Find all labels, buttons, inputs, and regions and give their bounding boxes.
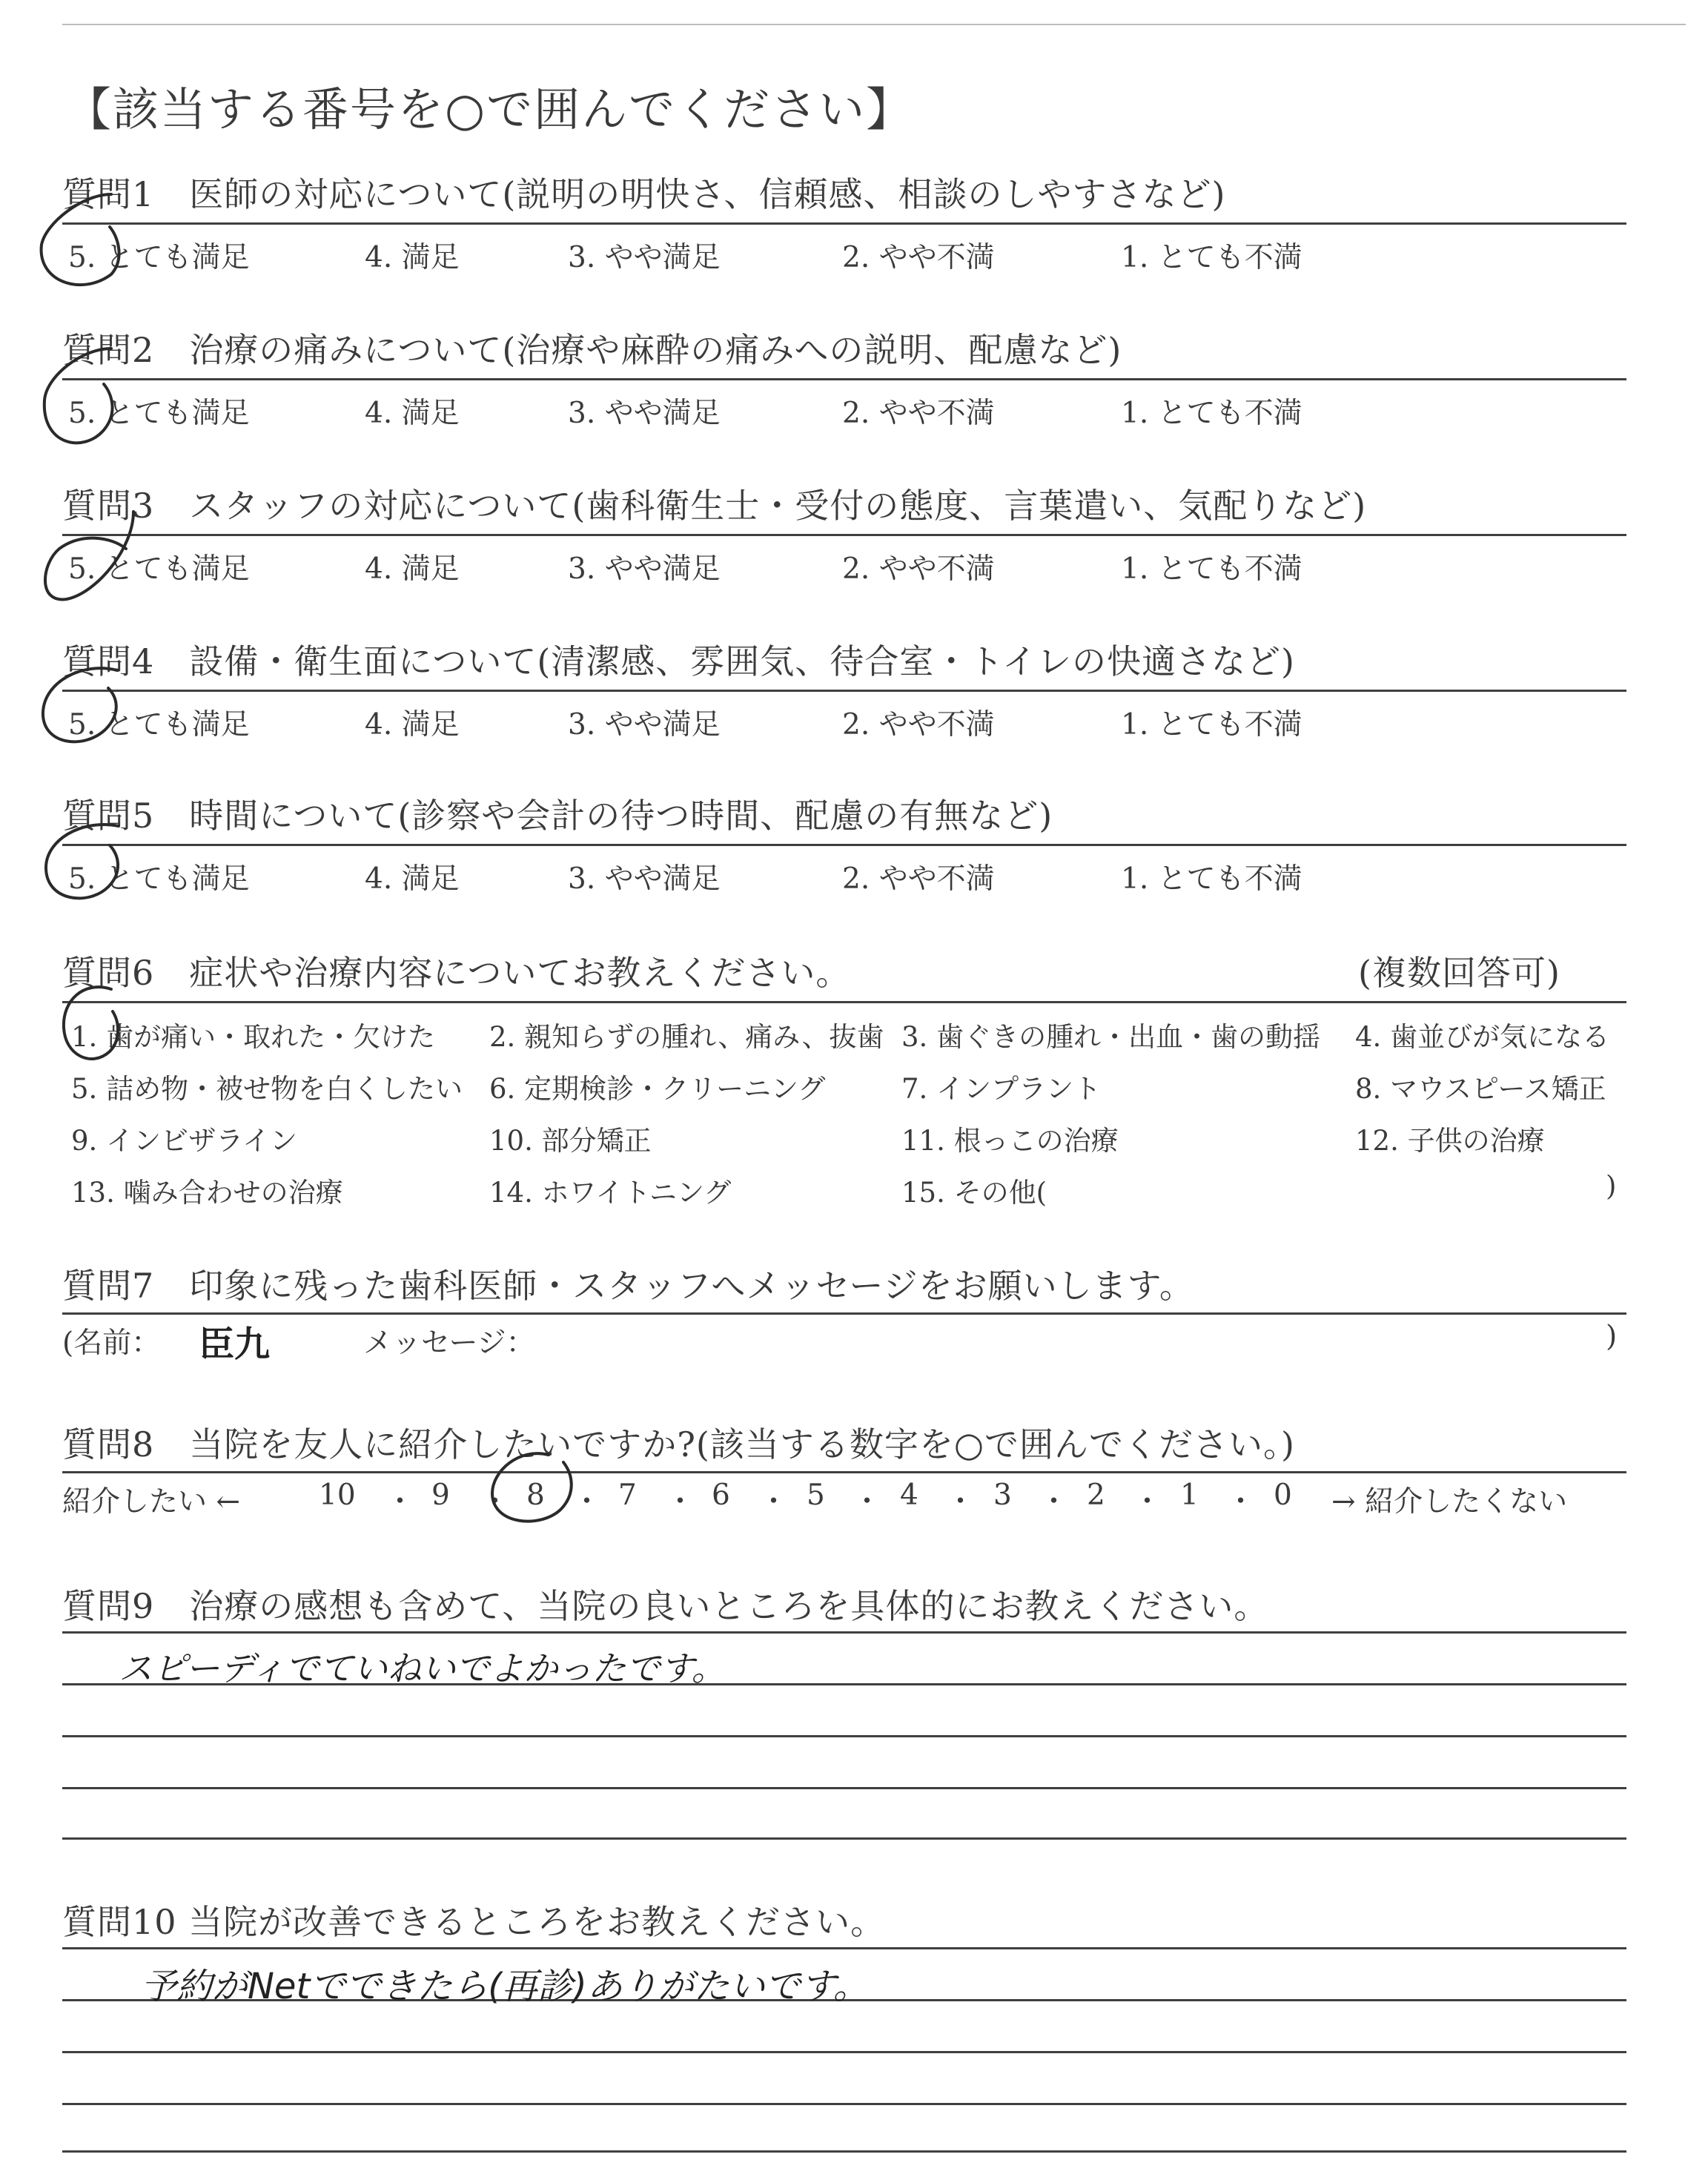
q6-option-15[interactable]: 15. その他( — [901, 1177, 1047, 1209]
q6-option-14[interactable]: 14. ホワイトニング — [489, 1177, 732, 1209]
q4-title: 質問4 設備・衛生面について(清潔感、雰囲気、待合室・トイレの快適さなど) — [62, 641, 1295, 681]
q3-option-5[interactable]: 5. とても満足 — [68, 552, 250, 586]
q4-circle-mark — [43, 668, 117, 742]
q6-option-7[interactable]: 7. インプラント — [901, 1073, 1102, 1105]
q9-title: 質問9 治療の感想も含めて、当院の良いところを具体的にお教えください。 — [62, 1586, 1269, 1626]
scale-dot: ・ — [946, 1485, 976, 1519]
q6-option-2[interactable]: 2. 親知らずの腫れ、痛み、抜歯 — [489, 1021, 884, 1053]
q6-other-close: ) — [1606, 1170, 1617, 1202]
q7-message-label: メッセージ： — [363, 1327, 535, 1360]
scale-dot: ・ — [759, 1485, 789, 1519]
q6-option-11[interactable]: 11. 根っこの治療 — [901, 1125, 1119, 1157]
q7-name-value[interactable]: 臣九 — [199, 1324, 271, 1365]
q4-option-1[interactable]: 1. とても不満 — [1121, 708, 1302, 742]
q6-option-3[interactable]: 3. 歯ぐきの腫れ・出血・歯の動揺 — [901, 1021, 1321, 1053]
q6-option-13[interactable]: 13. 噛み合わせの治療 — [71, 1177, 343, 1209]
q6-option-10[interactable]: 10. 部分矯正 — [489, 1125, 652, 1157]
q6-option-6[interactable]: 6. 定期検診・クリーニング — [489, 1073, 826, 1105]
q6-title: 質問6 症状や治療内容についてお教えください。 — [62, 953, 851, 993]
q3-option-1[interactable]: 1. とても不満 — [1121, 552, 1302, 586]
scale-dot: ・ — [480, 1485, 510, 1519]
q5-option-5[interactable]: 5. とても満足 — [68, 862, 250, 896]
q10-title: 質問10 当院が改善できるところをお教えください。 — [62, 1902, 886, 1942]
scale-dot: ・ — [572, 1485, 602, 1519]
q6-option-4[interactable]: 4. 歯並びが気になる — [1355, 1021, 1610, 1053]
q2-circle-mark — [44, 349, 113, 443]
q7-name-label: (名前： — [62, 1327, 161, 1360]
page-header: 【該当する番号を○で囲んでください】 — [65, 82, 914, 136]
q1-circle-mark — [42, 194, 119, 285]
q8-scale-10[interactable]: 10 — [319, 1479, 356, 1512]
q3-title: 質問3 スタッフの対応について(歯科衛生士・受付の態度、言葉遣い、気配りなど) — [62, 486, 1367, 526]
q8-scale-0[interactable]: 0 — [1274, 1479, 1292, 1512]
q5-option-2[interactable]: 2. やや不満 — [842, 862, 995, 896]
q7-close: ) — [1606, 1320, 1618, 1353]
scale-dot: ・ — [1039, 1485, 1069, 1519]
q1-option-1[interactable]: 1. とても不満 — [1121, 241, 1302, 274]
q8-selected-circle-mark — [492, 1453, 572, 1521]
q6-option-12[interactable]: 12. 子供の治療 — [1355, 1125, 1545, 1157]
q3-option-4[interactable]: 4. 満足 — [365, 552, 460, 586]
q5-circle-mark — [46, 825, 119, 898]
q4-option-5[interactable]: 5. とても満足 — [68, 708, 250, 742]
q5-option-4[interactable]: 4. 満足 — [365, 862, 460, 896]
q5-title: 質問5 時間について(診察や会計の待つ時間、配慮の有無など) — [62, 796, 1053, 836]
q8-scale-2[interactable]: 2 — [1087, 1479, 1105, 1512]
q9-answer[interactable]: スピーディでていねいでよかったです。 — [119, 1648, 726, 1688]
q2-title: 質問2 治療の痛みについて(治療や麻酔の痛みへの説明、配慮など) — [62, 330, 1122, 370]
q2-option-1[interactable]: 1. とても不満 — [1121, 397, 1302, 430]
q8-title: 質問8 当院を友人に紹介したいですか?(該当する数字を○で囲んでください。) — [62, 1424, 1295, 1464]
q6-option-1[interactable]: 1. 歯が痛い・取れた・欠けた — [71, 1021, 436, 1053]
q3-option-3[interactable]: 3. やや満足 — [568, 552, 721, 586]
q8-scale-6[interactable]: 6 — [712, 1479, 730, 1512]
q8-scale-1[interactable]: 1 — [1180, 1479, 1199, 1512]
q1-option-2[interactable]: 2. やや不満 — [842, 241, 995, 274]
q4-option-2[interactable]: 2. やや不満 — [842, 708, 995, 742]
q2-option-5[interactable]: 5. とても満足 — [68, 397, 250, 430]
q7-title: 質問7 印象に残った歯科医師・スタッフへメッセージをお願いします。 — [62, 1266, 1194, 1306]
q6-option-1-circle-mark — [64, 987, 118, 1059]
q3-option-2[interactable]: 2. やや不満 — [842, 552, 995, 586]
q2-option-3[interactable]: 3. やや満足 — [568, 397, 721, 430]
scale-dot: ・ — [385, 1485, 415, 1519]
q5-option-1[interactable]: 1. とても不満 — [1121, 862, 1302, 896]
q1-title: 質問1 医師の対応について(説明の明快さ、信頼感、相談のしやすさなど) — [62, 174, 1226, 214]
q8-scale-9[interactable]: 9 — [431, 1479, 450, 1512]
q1-option-3[interactable]: 3. やや満足 — [568, 241, 721, 274]
q8-scale-4[interactable]: 4 — [900, 1479, 918, 1512]
q4-option-4[interactable]: 4. 満足 — [365, 708, 460, 742]
q3-circle-mark — [45, 512, 133, 599]
q2-option-2[interactable]: 2. やや不満 — [842, 397, 995, 430]
scale-dot: ・ — [666, 1485, 695, 1519]
q8-scale-8[interactable]: 8 — [526, 1479, 545, 1512]
scale-dot: ・ — [1226, 1485, 1256, 1519]
q6-option-5[interactable]: 5. 詰め物・被せ物を白くしたい — [71, 1073, 463, 1105]
scale-dot: ・ — [1133, 1485, 1162, 1519]
scale-dot: ・ — [853, 1485, 882, 1519]
q4-option-3[interactable]: 3. やや満足 — [568, 708, 721, 742]
q8-left-label: 紹介したい ← — [62, 1485, 241, 1519]
q1-option-4[interactable]: 4. 満足 — [365, 241, 460, 274]
q8-scale-5[interactable]: 5 — [807, 1479, 825, 1512]
q8-scale-3[interactable]: 3 — [993, 1479, 1012, 1512]
q6-option-9[interactable]: 9. インビザライン — [71, 1125, 297, 1157]
q10-answer[interactable]: 予約がNetでできたら(再診)ありがたいです。 — [141, 1966, 869, 2007]
q6-option-8[interactable]: 8. マウスピース矯正 — [1355, 1073, 1606, 1105]
q1-option-5[interactable]: 5. とても満足 — [68, 241, 250, 274]
q5-option-3[interactable]: 3. やや満足 — [568, 862, 721, 896]
q8-scale-7[interactable]: 7 — [618, 1479, 637, 1512]
q2-option-4[interactable]: 4. 満足 — [365, 397, 460, 430]
q6-note: (複数回答可) — [1358, 953, 1560, 993]
q8-right-label: → 紹介したくない — [1331, 1485, 1568, 1519]
